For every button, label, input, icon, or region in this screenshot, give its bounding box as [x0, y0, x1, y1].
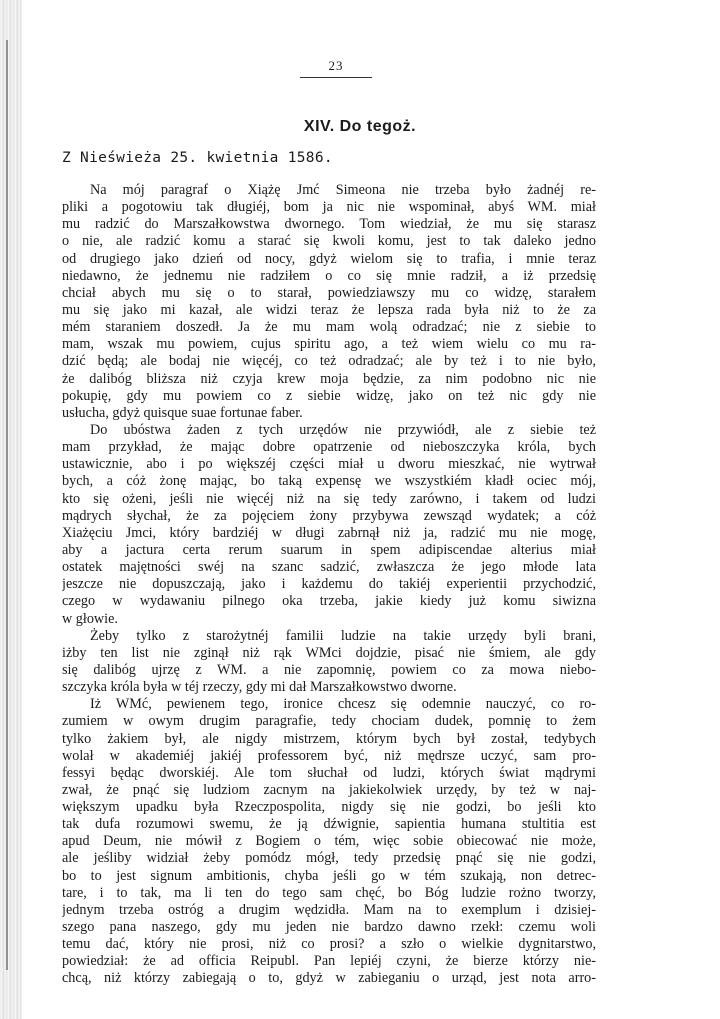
text-line: w głowie. [62, 610, 118, 627]
text-line: tak dufa rozumowi swemu, że ją dźwignie, sapientia humana stultitia est [62, 816, 596, 833]
text-line: Do ubóstwa żaden z tych urzędów nie przywiódł, ale z siebie też [90, 421, 596, 438]
text-line: ustawicznie, abo i po większéj części miał u dworu mieszkać, nie wytrwał [62, 456, 596, 473]
text-line: apud Deum, nie mówił z Bogiem o tém, więc sobie obiecować nie może, [62, 833, 596, 850]
text-line: wolał w akademiéj jakiéj professorem być, niż mędrsze uczyć, sam pro- [62, 747, 596, 764]
text-line: Iż WMć, pewienem tego, ironice chcesz się odemnie nauczyć, co ro- [90, 696, 596, 713]
text-line: temu dać, który nie prosi, niż co prosi? a szło o wielkie dygnitarstwo, [62, 936, 596, 953]
text-line: tare, i to tak, ma li ten do tego sam chęć, bo Bóg ludzie rożno tworzy, [62, 884, 596, 901]
text-line: mu radzić do Marszałkowstwa dwornego. Tom wiedział, że mu się starasz [62, 216, 596, 233]
dateline: Z Nieświeża 25. kwietnia 1586. [62, 150, 333, 166]
text-line: się dalibóg ujrzę z WM. a nie zapomnię, powiem co za mowa niebo- [62, 661, 596, 678]
text-line: niedawno, że jednemu nie radziłem o co się mnie radził, a iż przedsię [62, 267, 596, 284]
text-line: bych, a cóż żonę mając, bo taką expensę we wszystkiém kładł ociec mój, [62, 473, 596, 490]
text-line: mądrych słychał, że za pojęciem żony przybywa zewsząd wydatek; a cóż [62, 507, 596, 524]
letter-body [62, 182, 596, 988]
text-line: Xiażęciu Jmci, który bardziéj w długi zabrnął niż ja, radzić mu nie mogę, [62, 524, 596, 541]
text-line: mém staraniem doszedł. Ja że mu mam wolą odradzać; nie z siebie to [62, 319, 596, 336]
text-line: usłucha, gdyż quisque suae fortunae faber. [62, 404, 303, 421]
text-line: chciał abych mu się o to starał, powiedziawszy mu co widzę, starałem [62, 284, 596, 301]
text-line: szego pana naszego, gdy mu jeden nie bardzo dawno rzekł: czemu woli [62, 919, 596, 936]
binding-line [6, 40, 8, 970]
text-line: pliki a pogotowiu tak długiéj, bom ja nic nie wspominał, abyś WM. miał [62, 199, 596, 216]
text-line: aby a jactura certa rerum suarum in spem adipiscendae alterius miał [62, 541, 596, 558]
text-line: dzić będą; ale bodaj nie więcéj, co też odradzać; ale by też i to nie było, [62, 353, 596, 370]
text-line: ale jeśliby widział żeby pomódz mógł, tedy przedsię pnąć się nie godzi, [62, 850, 596, 867]
text-line: powiedział: że ad officia Reipubl. Pan lepiéj czyni, że bierze którzy nie- [62, 953, 596, 970]
text-line: mu się jako mi kazał, ale widzi teraz że lepsza rada była niż to że za [62, 301, 596, 318]
text-line: mam, wszak mu powiem, cujus spiritu ago, a też wiem wielu co mu ra- [62, 336, 596, 353]
text-line: iżby ten list nie zginął niż rąk WMci dojdzie, pisać nie śmiem, ale gdy [62, 644, 596, 661]
page-number: 23 [300, 58, 372, 78]
text-line: czego w wydawaniu pilnego oka trzeba, jakie kiedy już komu siwizna [62, 593, 596, 610]
text-line: o nie, ale radzić komu a starać się kwoli komu, jest to tak daleko jedno [62, 233, 596, 250]
text-line: od drugiego jako dzień od nocy, gdyż wielom się to trafia, i mnie teraz [62, 250, 596, 267]
text-line: jeszcze nie dopuszczają, jako i każdemu do takiéj experientii przychodzić, [62, 576, 596, 593]
letter-title: XIV. Do tegoż. [303, 118, 417, 135]
binding-edge [0, 0, 22, 1019]
text-line: zwał, że pnąć się ludziom zacnym na jakiekolwiek urzędy, by też w naj- [62, 781, 596, 798]
text-line: bo to jest signum ambitionis, chyba jeśli go w tém szukają, non detrec- [62, 867, 596, 884]
text-line: mam przykład, że mając dobre opatrzenie od nieboszczyka króla, bych [62, 439, 596, 456]
text-line: Żeby tylko z starożytnéj familii ludzie na takie urzędy byli brani, [90, 627, 596, 644]
text-line: zumiem w owym drugim paragrafie, tedy chociam dudek, pomnię to żem [62, 713, 596, 730]
text-line: fessyi będąc dworskiéj. Ale tom słuchał od ludzi, których świat mądrymi [62, 764, 596, 781]
text-line: większym upadku była Rzeczpospolita, nigdy się nie godzi, bo jeśli kto [62, 799, 596, 816]
text-line: szczyka króla była w téj rzeczy, gdy mi dał Marszałkowstwo dworne. [62, 679, 457, 696]
text-line: chcą, niż którzy zabiegają o to, gdyż w zabieganiu o urząd, jest nota arro- [62, 970, 596, 987]
text-line: kto się ożeni, jeśli nie więcéj niż na się tedy zarówno, i takem od ludzi [62, 490, 596, 507]
text-line: Na mój paragraf o Xiążę Jmć Simeona nie trzeba było żadnéj re- [90, 182, 596, 198]
text-line: pokupię, gdy mu powiem co z siebie widzę, jako on też nic gdy nie [62, 387, 596, 404]
text-line: jednym trzeba ostróg a drugim wędzidła. Mam na to exemplum i dzisiej- [62, 901, 596, 918]
text-line: tylko żakiem był, ale nigdy mistrzem, którym bych był został, tedybych [62, 730, 596, 747]
text-line: ostatek majętności swéj na szanc sadzić, zwłaszcza że jego młode lata [62, 559, 596, 576]
text-line: że dalibóg bliższa niż czyja krew moja będzie, za nim podobno nic nie [62, 370, 596, 387]
